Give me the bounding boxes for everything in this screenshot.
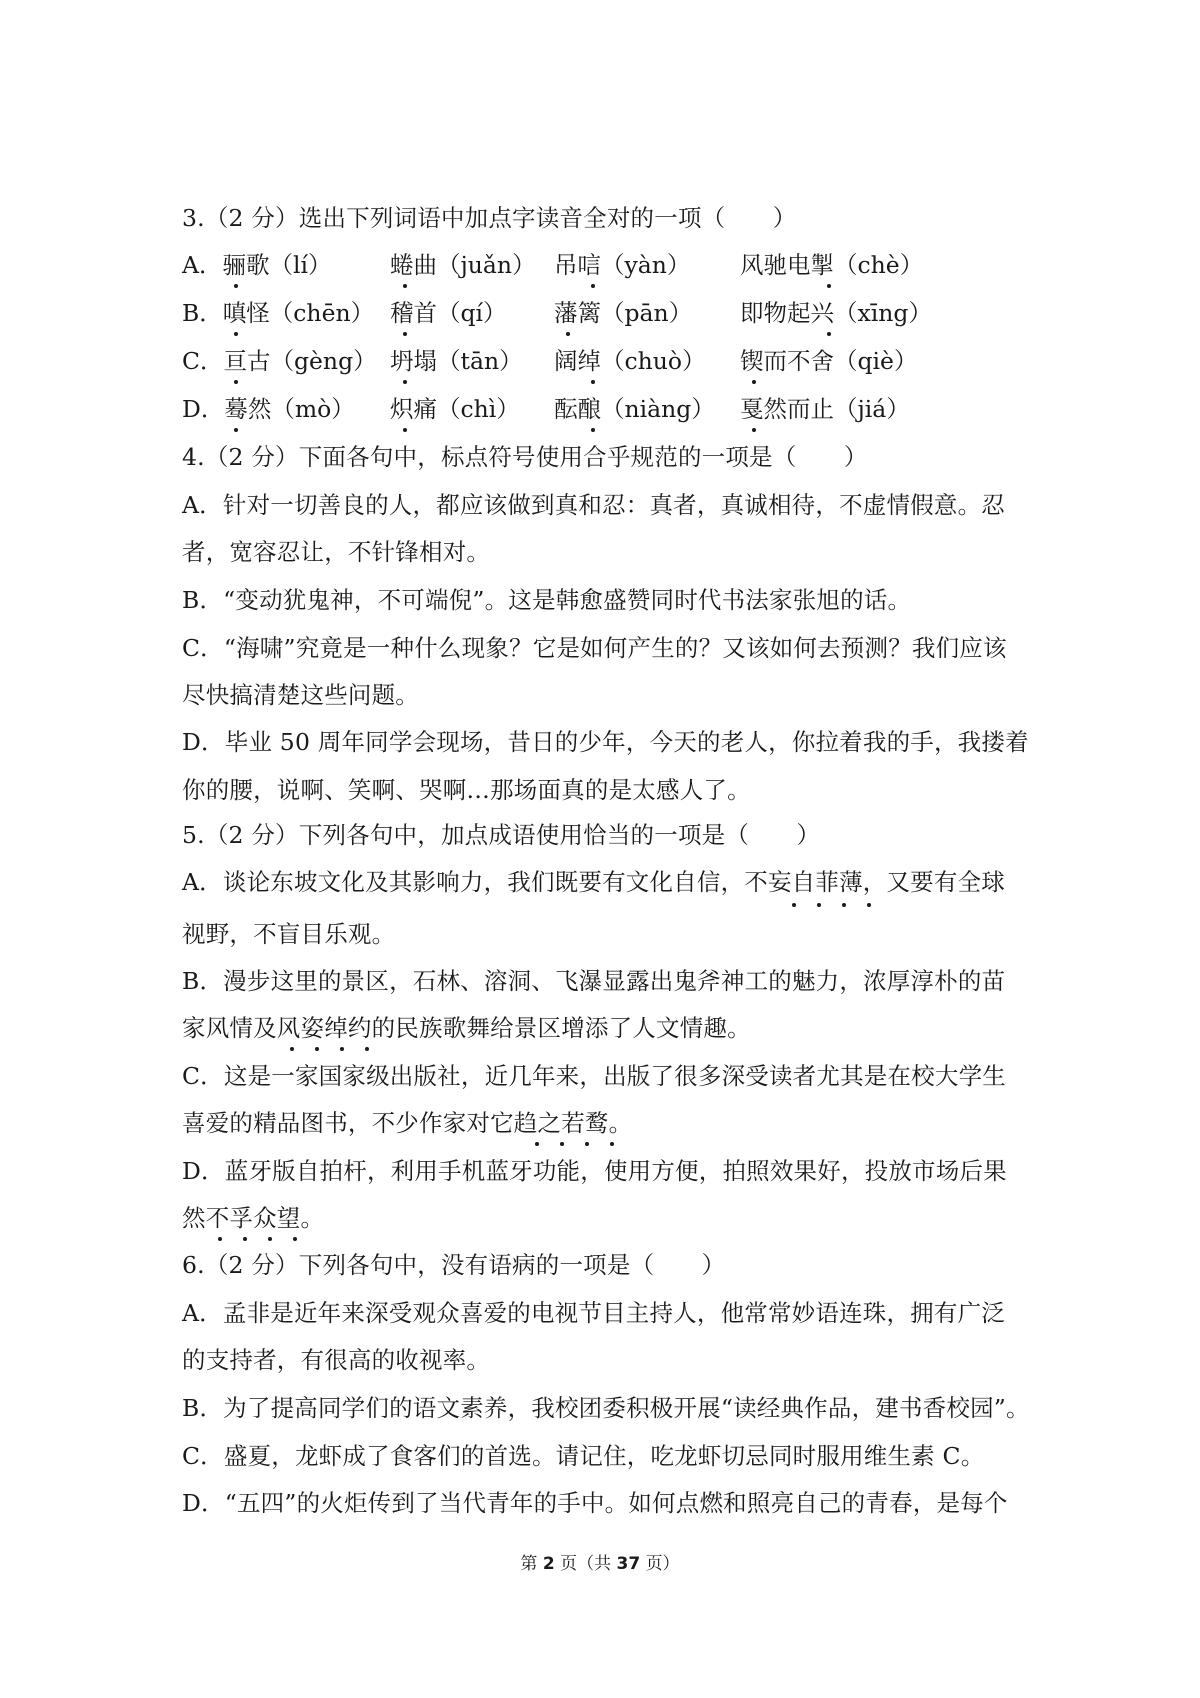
footer-suffix: 页） [645, 1554, 680, 1574]
emphasis-dot [591, 428, 595, 432]
q5-option-c-line1: C．这是一家国家级出版社，近几年来，出版了很多深受读者尤其是在校大学生 [182, 1062, 1006, 1090]
emphasis-dot [403, 332, 407, 336]
q5-option-b-line1: B．漫步这里的景区，石林、溶洞、飞瀑显露出鬼斧神工的魅力，浓厚淳朴的苗 [182, 967, 1006, 995]
emphasis-dot [234, 332, 238, 336]
emphasis-dot [827, 284, 831, 288]
q3-option-c-4: 锲而不舍（qiè） [740, 347, 918, 375]
emphasis-dot [560, 1142, 564, 1146]
q5-option-a-line2: 视野，不盲目乐观。 [182, 920, 396, 948]
emphasis-dot [591, 284, 595, 288]
emphasis-dot [535, 1142, 539, 1146]
emphasis-dot [792, 903, 796, 907]
emphasis-dot [234, 284, 238, 288]
emphasis-dot [403, 428, 407, 432]
q4-option-c-line2: 尽快搞清楚这些问题。 [182, 681, 419, 709]
q3-option-a-3: 吊唁（yàn） [554, 251, 691, 279]
q5-option-c-line2: 喜爱的精品图书，不少作家对它趋之若鹜。 [182, 1109, 633, 1137]
footer-middle: 页（共 [560, 1554, 612, 1574]
footer-prefix: 第 [520, 1554, 538, 1574]
q3-option-c-2: 坍塌（tān） [390, 347, 523, 375]
emphasis-dot [752, 380, 756, 384]
q3-option-d-4: 戛然而止（jiá） [740, 395, 910, 423]
q4-option-d-line2: 你的腰，说啊、笑啊、哭啊…那场面真的是太感人了。 [182, 776, 751, 804]
emphasis-dot [817, 903, 821, 907]
q4-option-b: B．“变动犹鬼神，不可端倪”。这是韩愈盛赞同时代书法家张旭的话。 [182, 586, 912, 614]
q3-option-d-2: 炽痛（chì） [390, 395, 520, 423]
emphasis-dot [243, 1237, 247, 1241]
q5-option-b-line2: 家风情及风姿绰约的民族歌舞给景区增添了人文情趣。 [182, 1014, 751, 1042]
q3-stem: 3.（2 分）选出下列词语中加点字读音全对的一项（ ） [182, 204, 797, 232]
q3-option-b-1: B．嗔怪（chēn） [182, 299, 375, 327]
emphasis-dot [827, 332, 831, 336]
q5-option-d-line2: 然不孚众望。 [182, 1204, 325, 1232]
q3-option-a-4: 风驰电掣（chè） [740, 251, 924, 279]
q4-stem: 4.（2 分）下面各句中，标点符号使用合乎规范的一项是（ ） [182, 443, 868, 471]
current-page-number: 2 [542, 1554, 555, 1574]
q3-option-d-1: D．蓦然（mò） [182, 395, 355, 423]
emphasis-dot [585, 1142, 589, 1146]
total-page-count: 37 [616, 1554, 641, 1574]
emphasis-dot [290, 1047, 294, 1051]
emphasis-dot [752, 428, 756, 432]
emphasis-dot [268, 1237, 272, 1241]
q3-option-b-4: 即物起兴（xīng） [740, 299, 932, 327]
emphasis-dot [234, 428, 238, 432]
emphasis-dot [403, 284, 407, 288]
q3-option-c-1: C．亘古（gèng） [182, 347, 377, 375]
q3-option-a-1: A．骊歌（lí） [182, 251, 332, 279]
emphasis-dot [293, 1237, 297, 1241]
q4-option-a-line1: A．针对一切善良的人，都应该做到真和忍：真者，真诚相待，不虚情假意。忍 [182, 491, 1005, 519]
q4-option-a-line2: 者，宽容忍让，不针锋相对。 [182, 538, 491, 566]
emphasis-dot [867, 903, 871, 907]
emphasis-dot [218, 1237, 222, 1241]
q6-option-a-line2: 的支持者，有很高的收视率。 [182, 1346, 491, 1374]
emphasis-dot [315, 1047, 319, 1051]
q5-stem: 5.（2 分）下列各句中，加点成语使用恰当的一项是（ ） [182, 821, 821, 849]
emphasis-dot [842, 903, 846, 907]
q5-option-a-line1: A．谈论东坡文化及其影响力，我们既要有文化自信，不妄自菲薄，又要有全球 [182, 868, 1005, 896]
emphasis-dot [403, 380, 407, 384]
q6-option-a-line1: A．孟非是近年来深受观众喜爱的电视节目主持人，他常常妙语连珠，拥有广泛 [182, 1299, 1005, 1327]
q6-option-b: B．为了提高同学们的语文素养，我校团委积极开展“读经典作品，建书香校园”。 [182, 1394, 1030, 1422]
q3-option-d-3: 酝酿（niàng） [554, 395, 715, 423]
emphasis-dot [365, 1047, 369, 1051]
emphasis-dot [340, 1047, 344, 1051]
emphasis-dot [610, 1142, 614, 1146]
emphasis-dot [234, 380, 238, 384]
page-footer [0, 1552, 1200, 1576]
emphasis-dot [591, 380, 595, 384]
emphasis-dot [566, 332, 570, 336]
q4-option-c-line1: C．“海啸”究竟是一种什么现象？它是如何产生的？又该如何去预测？我们应该 [182, 634, 1007, 662]
q3-option-c-3: 阔绰（chuò） [554, 347, 706, 375]
q6-stem: 6.（2 分）下列各句中，没有语病的一项是（ ） [182, 1251, 726, 1279]
q3-option-b-2: 稽首（qí） [390, 299, 507, 327]
q6-option-c: C．盛夏，龙虾成了食客们的首选。请记住，吃龙虾切忌同时服用维生素 C。 [182, 1442, 985, 1470]
q3-option-b-3: 藩篱（pān） [554, 299, 693, 327]
q5-option-d-line1: D．蓝牙版自拍杆，利用手机蓝牙功能，使用方便，拍照效果好，投放市场后果 [182, 1157, 1007, 1185]
q4-option-d-line1: D．毕业 50 周年同学会现场，昔日的少年，今天的老人，你拉着我的手，我搂着 [182, 728, 1029, 756]
q6-option-d-line1: D．“五四”的火炬传到了当代青年的手中。如何点燃和照亮自己的青春，是每个 [182, 1489, 1008, 1517]
q3-option-a-2: 蜷曲（juǎn） [390, 251, 536, 279]
